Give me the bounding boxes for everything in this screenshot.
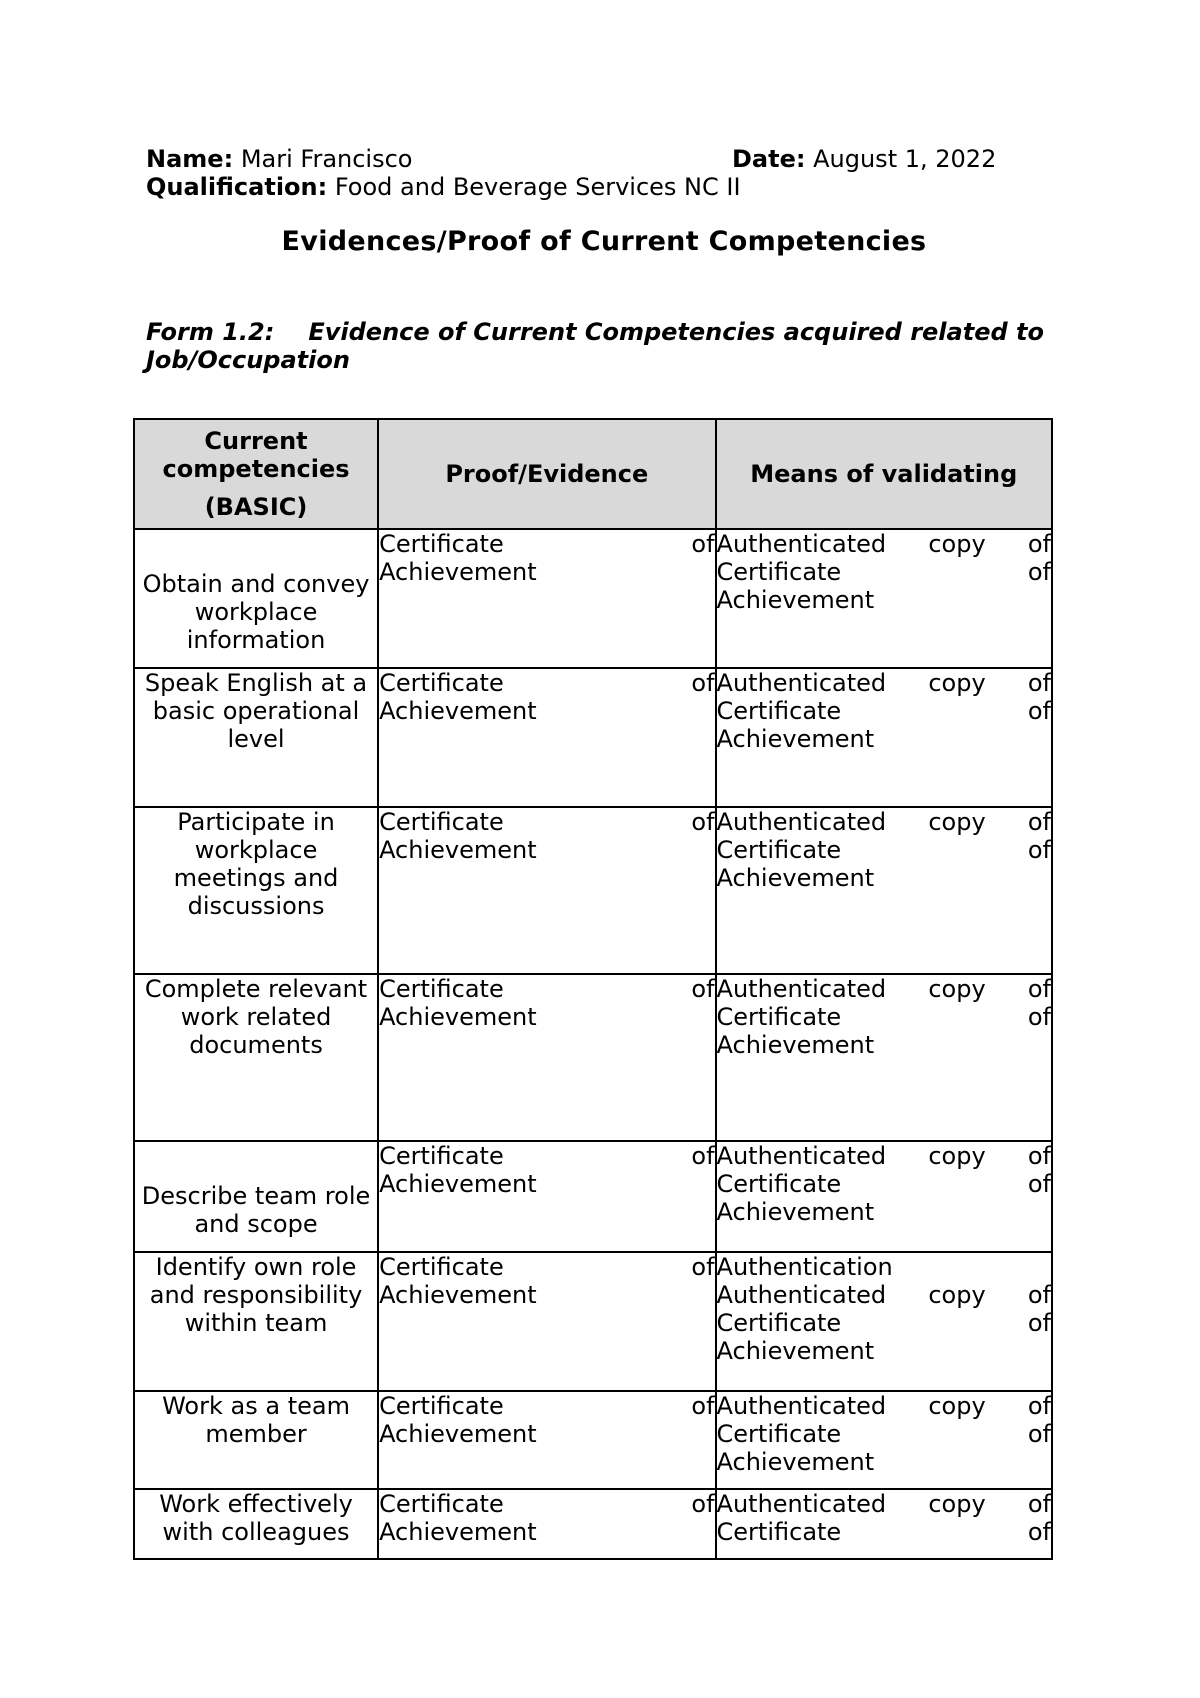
means-cell (716, 1489, 1052, 1559)
table-row (134, 1141, 1052, 1252)
means-line: Certificate of (716, 1170, 1051, 1198)
qualification-value: Food and Beverage Services NC II (334, 173, 741, 201)
competency-cell (134, 1489, 378, 1559)
proof-line: Achievement (379, 558, 537, 586)
evidence-table (133, 418, 1053, 1560)
header-competencies-label: Current competencies (162, 427, 350, 483)
proof-line: Achievement (379, 1170, 537, 1198)
qualification-line (146, 173, 741, 201)
competency-text: Participate in workplace meetings and discussions (173, 808, 339, 920)
competency-text: Work as a team member (162, 1392, 350, 1448)
means-line: Authentication (716, 1253, 893, 1281)
means-cell (716, 668, 1052, 807)
competency-cell (134, 1252, 378, 1391)
form-title-text: Evidence of Current Competencies acquired related to Job/Occupation (146, 318, 1044, 374)
qualification-label: Qualification: (146, 173, 328, 201)
form-number: Form 1.2: (146, 318, 275, 346)
proof-cell (378, 807, 715, 974)
proof-cell (378, 1141, 715, 1252)
proof-line: Certificate of (379, 1392, 715, 1420)
means-cell (716, 529, 1052, 668)
date-value: August 1, 2022 (813, 145, 997, 173)
means-line: Authenticated copy of (716, 1142, 1051, 1170)
competency-text: Describe team role and scope (141, 1182, 371, 1238)
competency-cell (134, 668, 378, 807)
means-line: Authenticated copy of (716, 1281, 1051, 1309)
means-line: Achievement (716, 1337, 875, 1365)
proof-cell (378, 668, 715, 807)
means-line: Certificate of (716, 1518, 1051, 1546)
means-cell (716, 1141, 1052, 1252)
means-line: Authenticated copy of (716, 975, 1051, 1003)
means-line: Achievement (716, 1031, 875, 1059)
proof-line: Achievement (379, 697, 537, 725)
proof-cell (378, 1391, 715, 1489)
proof-line: Certificate of (379, 975, 715, 1003)
means-line: Certificate of (716, 1309, 1051, 1337)
proof-cell (378, 1252, 715, 1391)
table-row (134, 974, 1052, 1141)
proof-cell (378, 974, 715, 1141)
table-row (134, 1391, 1052, 1489)
means-line: Certificate of (716, 558, 1051, 586)
table-row (134, 668, 1052, 807)
means-line: Authenticated copy of (716, 530, 1051, 558)
proof-cell (378, 529, 715, 668)
name-label: Name: (146, 145, 234, 173)
name-value: Mari Francisco (240, 145, 413, 173)
document-title: Evidences/Proof of Current Competencies (281, 226, 927, 257)
date-label: Date: (732, 145, 806, 173)
means-cell (716, 1252, 1052, 1391)
header-proof: Proof/Evidence (378, 419, 715, 529)
proof-line: Certificate of (379, 530, 715, 558)
proof-line: Achievement (379, 1003, 537, 1031)
table-header-row (134, 419, 1052, 529)
means-line: Authenticated copy of (716, 1392, 1051, 1420)
means-line: Achievement (716, 586, 875, 614)
means-line: Certificate of (716, 1420, 1051, 1448)
means-line: Certificate of (716, 697, 1051, 725)
means-cell (716, 807, 1052, 974)
proof-line: Achievement (379, 1518, 537, 1546)
proof-line: Certificate of (379, 1142, 715, 1170)
header-competencies-sub: (BASIC) (204, 493, 308, 521)
means-line: Authenticated copy of (716, 669, 1051, 697)
proof-line: Certificate of (379, 808, 715, 836)
means-line: Authenticated copy of (716, 1490, 1051, 1518)
header-means: Means of validating (716, 419, 1052, 529)
means-line: Achievement (716, 725, 875, 753)
means-cell (716, 1391, 1052, 1489)
proof-line: Achievement (379, 1420, 537, 1448)
table-row (134, 529, 1052, 668)
proof-line: Certificate of (379, 1253, 715, 1281)
competency-cell (134, 807, 378, 974)
header-competencies (134, 419, 378, 529)
means-line: Achievement (716, 1448, 875, 1476)
proof-line: Achievement (379, 1281, 537, 1309)
name-line (146, 145, 412, 173)
means-line: Certificate of (716, 1003, 1051, 1031)
competency-text: Speak English at a basic operational level (144, 669, 368, 753)
means-cell (716, 974, 1052, 1141)
competency-text: Obtain and convey workplace information (142, 570, 370, 654)
competency-cell (134, 1391, 378, 1489)
means-line: Achievement (716, 864, 875, 892)
competency-text: Identify own role and responsibility within team (149, 1253, 363, 1337)
competency-text: Work effectively with colleagues (159, 1490, 353, 1546)
means-line: Certificate of (716, 836, 1051, 864)
form-title (146, 318, 1066, 374)
proof-cell (378, 1489, 715, 1559)
competency-cell (134, 1141, 378, 1252)
table-row (134, 1489, 1052, 1559)
proof-line: Certificate of (379, 1490, 715, 1518)
proof-line: Certificate of (379, 669, 715, 697)
means-line: Achievement (716, 1198, 875, 1226)
competency-cell (134, 974, 378, 1141)
proof-line: Achievement (379, 836, 537, 864)
competency-text: Complete relevant work related documents (144, 975, 368, 1059)
competency-cell (134, 529, 378, 668)
means-line: Authenticated copy of (716, 808, 1051, 836)
table-row (134, 807, 1052, 974)
date-line (732, 145, 996, 173)
table-row (134, 1252, 1052, 1391)
